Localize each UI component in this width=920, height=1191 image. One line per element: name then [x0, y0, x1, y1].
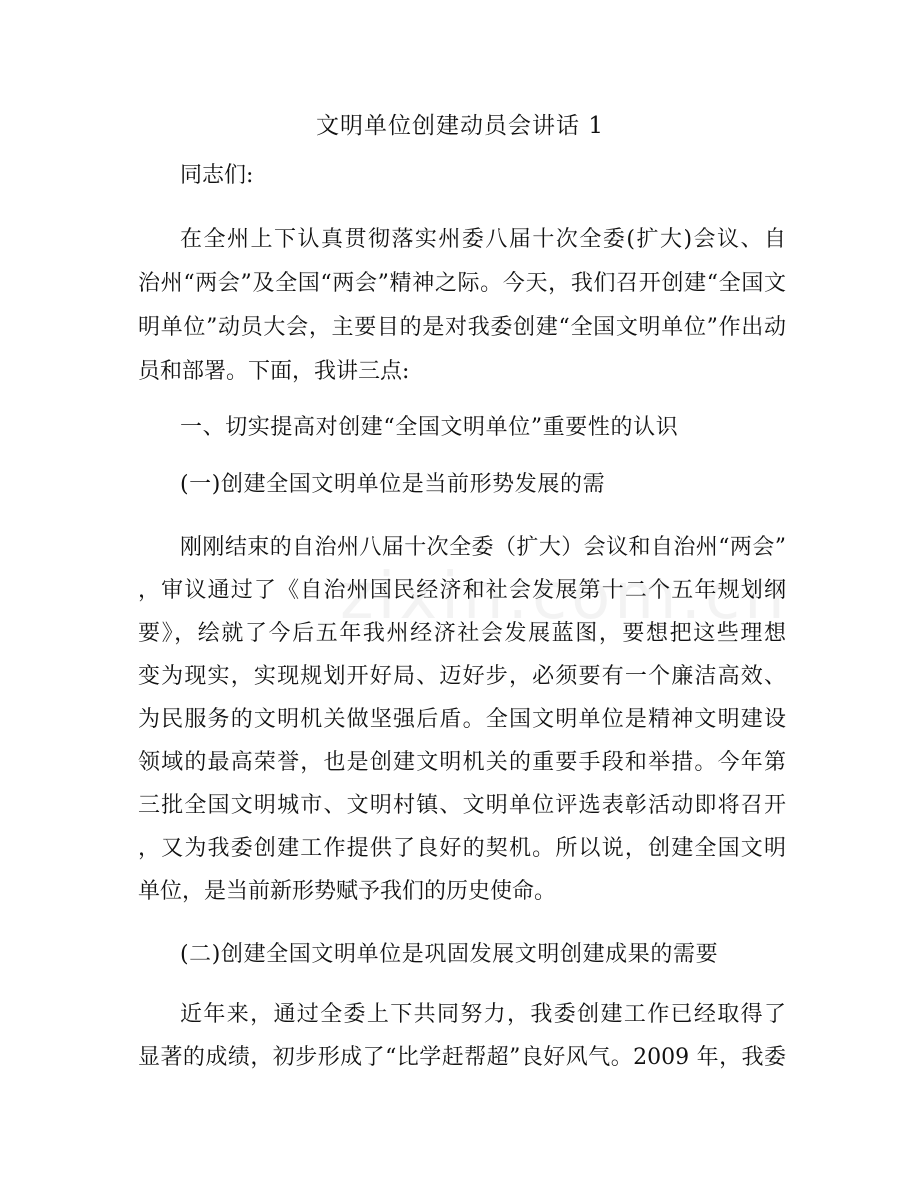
subsection-2-heading: (二)创建全国文明单位是巩固发展文明创建成果的需要	[180, 942, 719, 967]
paragraph-1-line-2: 治州“两会”及全国“两会”精神之际。今天，我们召开创建“全国文	[138, 271, 786, 296]
paragraph-2-line-1: 刚刚结束的自治州八届十次全委（扩大）会议和自治州“两会”	[180, 535, 786, 560]
salutation: 同志们:	[180, 163, 254, 188]
paragraph-3-line-2: 显著的成绩，初步形成了“比学赶帮超”良好风气。2009 年，我委	[138, 1045, 786, 1070]
paragraph-2-line-7: 三批全国文明城市、文明村镇、文明单位评选表彰活动即将召开	[138, 793, 786, 818]
paragraph-1-line-4: 员和部署。下面，我讲三点:	[138, 359, 410, 384]
document-title: 文明单位创建动员会讲话 1	[316, 113, 604, 139]
paragraph-3-line-1: 近年来，通过全委上下共同努力，我委创建工作已经取得了	[180, 1002, 786, 1027]
paragraph-2-line-2: ，审议通过了《自治州国民经济和社会发展第十二个五年规划纲	[138, 578, 786, 603]
subsection-1-heading: (一)创建全国文明单位是当前形势发展的需	[180, 472, 606, 497]
paragraph-2-line-4: 变为现实，实现规划开好局、迈好步，必须要有一个廉洁高效、	[138, 664, 786, 689]
paragraph-2-line-9: 单位，是当前新形势赋予我们的历史使命。	[138, 879, 557, 904]
paragraph-2-line-5: 为民服务的文明机关做坚强后盾。全国文明单位是精神文明建设	[138, 707, 786, 732]
section-1-heading: 一、切实提高对创建“全国文明单位”重要性的认识	[180, 415, 679, 440]
paragraph-1-line-1: 在全州上下认真贯彻落实州委八届十次全委(扩大)会议、自	[180, 227, 786, 252]
paragraph-2-line-3: 要》，绘就了今后五年我州经济社会发展蓝图，要想把这些理想	[138, 621, 786, 646]
paragraph-2-line-6: 领域的最高荣誉，也是创建文明机关的重要手段和举措。今年第	[138, 750, 786, 775]
paragraph-2-line-8: ，又为我委创建工作提供了良好的契机。所以说，创建全国文明	[138, 836, 786, 861]
paragraph-1-line-3: 明单位”动员大会，主要目的是对我委创建“全国文明单位”作出动	[138, 315, 786, 340]
